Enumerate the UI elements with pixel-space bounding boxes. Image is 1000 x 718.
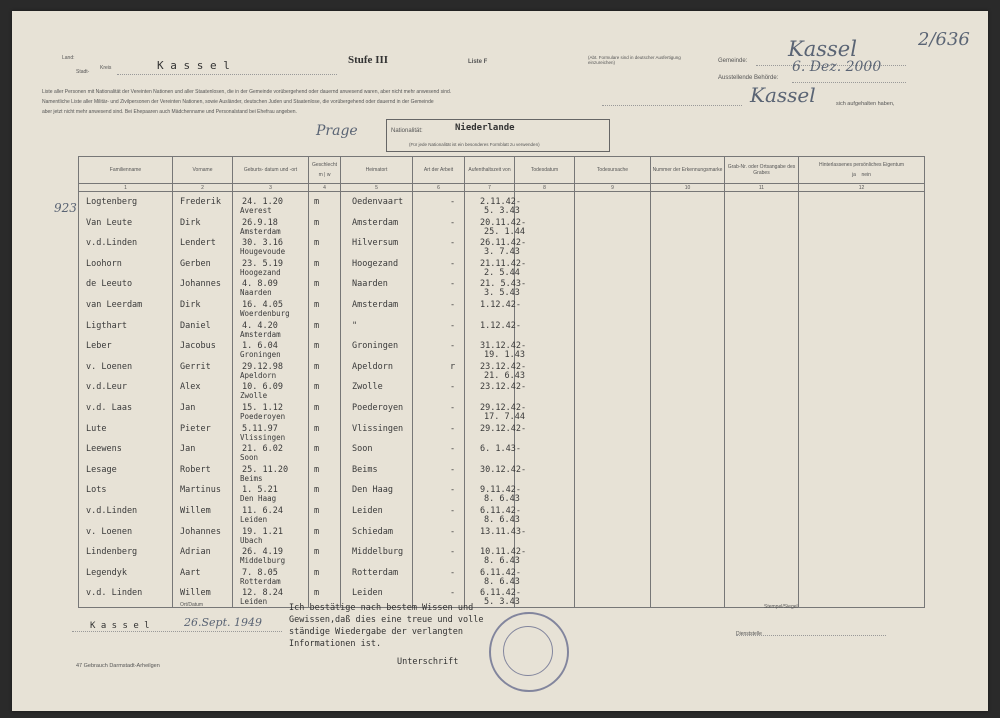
entry-birth-place: Poederoyen [240,412,286,421]
entry-home: Den Haag [352,485,393,496]
nationality-note: (Für jede Nationalität ist ein besonderes Formblatt zu verwenden) [409,142,540,147]
col-num-1: 1 [79,184,173,192]
nationality-value: Niederlande [455,123,515,133]
handwritten-margin-note: Prage [316,123,358,139]
entry-birth-date: 19. 1.21 [242,526,283,537]
entry-given: Jan [180,444,196,455]
entry-given: Willem [180,506,211,516]
abfertigung-note: (Abt. Formulare sind in deutscher Ausfertigung einzureichen) [588,55,681,65]
entry-stay-end: 25. 1.44 [484,226,525,237]
entry-sex: m [314,506,320,516]
kreis-value: K a s s e l [157,59,230,72]
entry-surname: v. Loenen [86,361,133,372]
entry-sex: m [314,197,320,207]
col-num-3: 3 [233,184,309,192]
column-header-row [79,157,925,184]
entry-stay: 1.12.42- [480,300,521,310]
entry-birth-date: 21. 6.02 [242,444,283,455]
entry-given: Gerben [180,258,211,269]
entry-given: Alex [180,382,201,393]
entry-given: Dirk [180,217,201,228]
col-num-10: 10 [651,184,725,192]
liste-label: Liste F [468,59,488,65]
entry-stay: 21. 5.43- [480,279,527,290]
entry-stay-end: 21. 6.43 [484,370,525,381]
entry-work: - [450,320,456,331]
entry-work: r [450,361,456,372]
entry-stay: 20.11.42- [480,217,527,228]
ausstellende-value: Kassel [750,83,816,107]
entry-home: Hilversum [352,238,399,249]
entry-stay: 31.12.42- [480,341,527,352]
entry-surname: v.d. Laas [86,403,133,413]
entry-given: Adrian [180,547,211,558]
entry-work: - [450,588,456,599]
certification-line-2: Gewissen,daß dies eine treue und volle [289,615,484,625]
col-header-stay: Aufenthaltszeit von [465,157,515,184]
entry-birth-date: 5.11.97 [242,423,278,434]
entry-sex: m [314,361,320,372]
col-num-4: 4 [309,184,341,192]
entry-birth-date: 24. 1.20 [242,197,283,207]
entry-home: Soon [352,444,373,455]
entry-birth-place: Apeldorn [240,370,277,380]
entry-given: Martinus [180,485,221,496]
official-stamp [489,612,569,692]
entry-sex: m [314,526,320,537]
entry-stay: 10.11.42- [480,547,527,558]
entry-work: - [450,258,456,269]
entry-sex: m [314,382,320,393]
entry-birth-place: Rotterdam [240,576,281,586]
entry-surname: Van Leute [86,217,133,228]
entry-sex: m [314,464,320,475]
sex-male-label: m [318,172,323,178]
entry-birth-place: Zwolle [240,391,268,401]
col-header-given-name: Vorname [173,157,233,184]
entry-stay-end: 3. 7.43 [484,247,520,258]
entry-work: - [450,526,456,537]
date-value: 26.Sept. 1949 [184,616,262,629]
entry-home: Poederoyen [352,403,404,413]
entry-work: - [450,547,456,558]
entry-birth-place: Ubach [240,535,263,545]
entry-surname: Lindenberg [86,547,138,558]
entry-surname: Loohorn [86,258,122,269]
entry-home: Beims [352,464,378,475]
entry-given: Johannes [180,279,221,290]
entry-given: Lendert [180,238,216,249]
entry-stay-end: 5. 3.43 [484,597,520,608]
entry-home: Zwolle [352,382,383,393]
entry-surname: v.d. Linden [86,588,143,599]
nationality-label: Nationalität: [391,128,423,134]
printer-imprint: 47 Gebrauch Darmstadt-Arheilgen [76,663,160,669]
entry-birth-place: Leiden [240,515,268,524]
entry-birth-date: 23. 5.19 [242,258,283,269]
entry-home: Hoogezand [352,258,399,269]
entry-work: - [450,238,456,249]
entry-birth-date: 11. 6.24 [242,506,283,516]
ort-label: Ort/Datum [180,602,204,608]
entry-surname: Leber [86,341,112,352]
entry-work: - [450,382,456,393]
entry-home: Leiden [352,506,383,516]
entry-sex: m [314,341,320,352]
dienststelle-label: Dienststelle [736,631,762,637]
archive-ref: 2/636 [918,29,970,50]
document-page [12,11,988,711]
entry-surname: Ligthart [86,320,127,331]
entry-stay: 2.11.42- [480,197,521,207]
entry-birth-place: Beims [240,473,263,483]
entry-sex: m [314,300,320,310]
entry-home: Middelburg [352,547,404,558]
entry-sex: m [314,403,320,413]
entry-stay-end: 3. 5.43 [484,288,520,299]
entry-sex: m [314,217,320,228]
entry-sex: m [314,320,320,331]
entry-home: Amsterdam [352,217,399,228]
col-num-5: 5 [341,184,413,192]
entry-stay: 29.12.42- [480,403,527,413]
entry-birth-date: 29.12.98 [242,361,283,372]
entry-stay: 6.11.42- [480,588,521,599]
entry-birth-place: Naarden [240,288,272,298]
entry-birth-date: 1. 6.04 [242,341,278,352]
entry-sex: m [314,547,320,558]
col-num-11: 11 [725,184,799,192]
entry-birth-place: Averest [240,206,272,215]
entry-surname: Legendyk [86,567,127,578]
entry-sex: m [314,279,320,290]
entry-birth-place: Hougevoude [240,247,286,257]
instruction-line-2: Namentliche Liste aller Militär- und Zivilpersonen der Vereinten Nationen, sowie Ausländer, deutschen Juden und Staatenlose, die vorübergehend oder dauernd in der Gemeinde [42,99,434,105]
entry-home: Groningen [352,341,399,352]
entry-surname: v.d.Linden [86,238,138,249]
entry-given: Robert [180,464,211,475]
entry-work: - [450,279,456,290]
entry-birth-place: Groningen [240,350,281,360]
ort-value: K a s s e l [90,621,150,631]
entry-stay-end: 19. 1.43 [484,350,525,361]
entry-birth-date: 12. 8.24 [242,588,283,599]
entry-stay: 23.12.42- [480,382,527,393]
stufe-title: Stufe III [348,54,389,66]
entry-sex: m [314,238,320,249]
entry-stay: 21.11.42- [480,258,527,269]
col-header-property [799,157,925,184]
entry-stay-end: 8. 6.43 [484,515,520,525]
col-header-id-tag: Nummer der Erkennungsmarke [651,157,725,184]
entry-given: Daniel [180,320,211,331]
property-yes-label: ja [852,172,856,178]
gemeinde-value: Kassel [788,37,857,61]
entry-work: - [450,423,456,434]
entry-home: Amsterdam [352,300,399,310]
entry-sex: m [314,423,320,434]
entry-birth-place: Den Haag [240,494,277,504]
entry-given: Jacobus [180,341,216,352]
col-header-grave: Grab-Nr. oder Ortsangabe des Grabes [725,157,799,184]
entry-surname: v. Loenen [86,526,133,537]
certification-line-1: Ich bestätige nach bestem Wissen und [289,603,474,613]
stamp-crest-icon [503,626,553,676]
entry-birth-date: 26.9.18 [242,217,278,228]
entry-work: - [450,403,456,413]
entry-given: Frederik [180,197,221,207]
entry-surname: van Leerdam [86,300,143,310]
entry-stay: 6.11.42- [480,506,521,516]
entry-birth-date: 1. 5.21 [242,485,278,496]
entry-stay: 26.11.42- [480,238,527,249]
entry-work: - [450,197,456,207]
entry-birth-place: Amsterdam [240,226,281,236]
entry-birth-date: 4. 4.20 [242,320,278,331]
entry-work: - [450,485,456,496]
entry-sex: m [314,444,320,455]
entry-stay: 6.11.42- [480,567,521,578]
entry-birth-date: 25. 11.20 [242,464,289,475]
col-num-9: 9 [575,184,651,192]
entry-birth-place: Vlissingen [240,432,286,442]
gemeinde-label: Gemeinde: [718,58,748,64]
certification-line-4: Informationen ist. [289,639,382,649]
entry-work: - [450,444,456,455]
entry-home: Vlissingen [352,423,404,434]
col-header-property-label: Hinterlassenes persönliches Eigentum [818,162,905,168]
entry-given: Dirk [180,300,201,310]
property-no-label: nein [861,172,871,178]
entry-birth-place: Middelburg [240,556,286,566]
entry-stay: 13.11.43- [480,526,527,537]
entry-sex: m [314,567,320,578]
entry-stay-end: 17. 7.44 [484,412,525,422]
entry-stay: 9.11.42- [480,485,521,496]
entry-birth-place: Hoogezand [240,267,281,277]
instruction-line-1: Liste aller Personen mit Nationalität der Vereinten Nationen und aller Staatenlosen, die in der Gemeinde vorübergehend oder dauernd anwesend waren, aber nicht mehr anwesend sind. [42,89,452,95]
entry-stay-end: 2. 5.44 [484,267,520,278]
stamp-label: Stempel/Siegel [764,604,798,610]
entry-surname: Leewens [86,444,122,455]
col-header-sex: Geschlecht m | w [309,157,341,184]
entry-home: Naarden [352,279,388,290]
col-num-8: 8 [515,184,575,192]
entry-stay: 1.12.42- [480,320,521,331]
sex-female-label: w [326,172,331,178]
certification-line-3: ständige Wiedergabe der verlangten [289,627,463,637]
entry-sex: m [314,485,320,496]
entry-work: - [450,567,456,578]
stadt-label: Stadt- [76,69,90,75]
entry-given: Gerrit [180,361,211,372]
nationality-box [386,119,610,152]
entry-given: Aart [180,567,201,578]
entry-given: Willem [180,588,211,599]
entry-surname: de Leeuto [86,279,133,290]
entry-surname: Lute [86,423,107,434]
entry-birth-date: 4. 8.09 [242,279,278,290]
entry-stay: 30.12.42- [480,464,527,475]
entry-birth-date: 10. 6.09 [242,382,283,393]
entry-stay: 29.12.42- [480,423,527,434]
col-header-death-cause: Todesursache [575,157,651,184]
entry-work: - [450,341,456,352]
column-number-row [79,184,925,192]
col-num-6: 6 [413,184,465,192]
date-handwritten: 6. Dez. 2000 [792,59,882,75]
entry-surname: Lesage [86,464,117,475]
entry-birth-place: Amsterdam [240,329,281,339]
land-label: Land: [62,55,75,61]
col-header-work: Art der Arbeit [413,157,465,184]
entry-work: - [450,464,456,475]
entry-surname: v.d.Leur [86,382,127,393]
instruction-line-3: aber jetzt nicht mehr anwesend sind. Bei Ehepaaren auch Mädchenname und Personalstand bei Ehefrau angeben. [42,109,297,115]
entry-given: Jan [180,403,196,413]
signature-label: Unterschrift [397,657,459,667]
entry-work: - [450,217,456,228]
kreis-label: Kreis [100,65,112,71]
entry-stay-end: 8. 6.43 [484,576,520,587]
entry-birth-date: 7. 8.05 [242,567,278,578]
entry-birth-date: 26. 4.19 [242,547,283,558]
col-header-home: Heimatort [341,157,413,184]
entry-birth-place: Soon [240,453,259,463]
entry-given: Pieter [180,423,211,434]
entry-surname: Logtenberg [86,197,138,207]
ausstellende-label: Ausstellende Behörde: [718,75,779,81]
entry-surname: v.d.Linden [86,506,138,516]
col-num-12: 12 [799,184,925,192]
entry-birth-date: 15. 1.12 [242,403,283,413]
entry-home: Apeldorn [352,361,393,372]
entry-stay-end: 5. 3.43 [484,206,520,216]
col-num-2: 2 [173,184,233,192]
entry-stay: 6. 1.43- [480,444,521,455]
entry-work: - [450,506,456,516]
row-marker: 923 [54,201,77,215]
col-header-sex-label: Geschlecht [311,162,337,168]
entry-stay: 23.12.42- [480,361,527,372]
entry-stay-end: 8. 6.43 [484,494,520,505]
entry-home: " [352,320,358,331]
col-header-surname: Familienname [79,157,173,184]
instruction-tail: sich aufgehalten haben, [836,101,895,107]
entry-home: Oedenvaart [352,197,404,207]
entry-home: Rotterdam [352,567,399,578]
entry-birth-date: 30. 3.16 [242,238,283,249]
entry-surname: Lots [86,485,107,496]
entry-birth-place: Leiden [240,597,268,607]
entry-given: Johannes [180,526,221,537]
entry-stay-end: 8. 6.43 [484,556,520,567]
entry-sex: m [314,588,320,599]
col-num-7: 7 [465,184,515,192]
entry-work: - [450,300,456,310]
entry-birth-date: 16. 4.05 [242,300,283,310]
col-header-death-date: Todesdatum [515,157,575,184]
entry-home: Schiedam [352,526,393,537]
entry-home: Leiden [352,588,383,599]
entry-sex: m [314,258,320,269]
entry-birth-place: Woerdenburg [240,309,290,318]
col-header-birth: Geburts- datum und -ort [233,157,309,184]
